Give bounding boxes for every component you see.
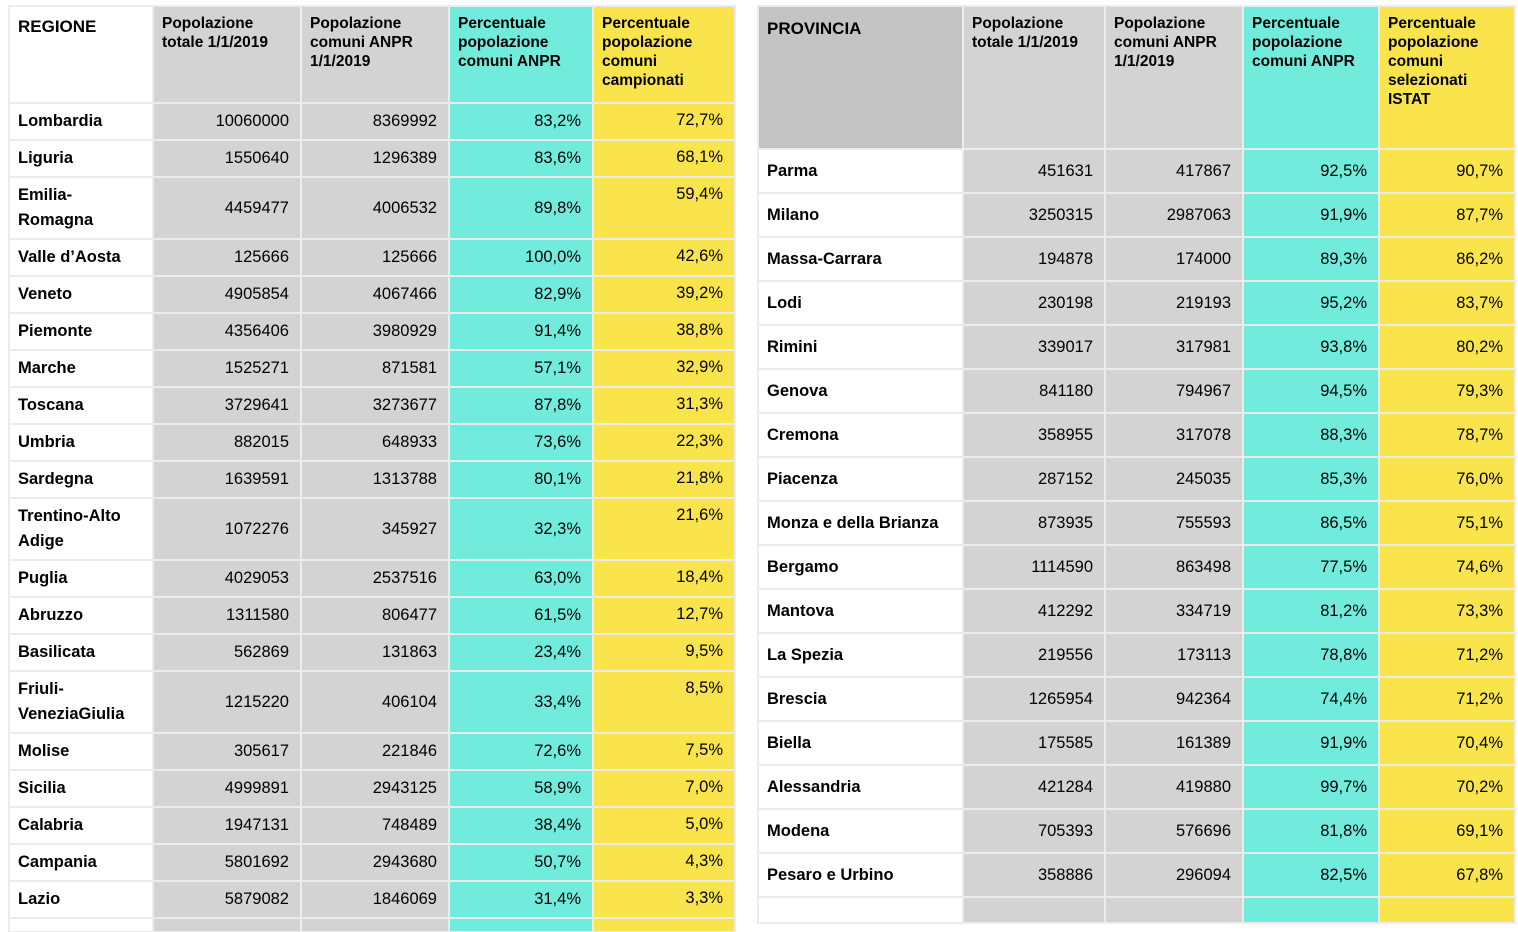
pct-selezionati-istat-column-header: Percentuale popolazione comuni selezionati ISTAT (1379, 6, 1515, 149)
table-row (9, 140, 735, 177)
table-row (758, 281, 1515, 325)
pop-totale-cell: 882015 (153, 424, 301, 461)
pct-anpr-cell: 74,4% (1243, 677, 1379, 721)
pop-totale-column-header: Popolazione totale 1/1/2019 (963, 6, 1105, 149)
pop-anpr-cell: 806477 (301, 597, 449, 634)
pop-totale-cell: 125666 (153, 239, 301, 276)
pop-totale-cell: 1072276 (153, 498, 301, 560)
table-row (9, 239, 735, 276)
pop-totale-cell: 412292 (963, 589, 1105, 633)
pct-anpr-cell: 91,9% (1243, 721, 1379, 765)
pct-anpr-cell: 94,5% (1243, 369, 1379, 413)
pct-selezionati-istat-cell: 79,3% (1379, 369, 1515, 413)
pct-comuni-anpr-column-header: Percentuale popolazione comuni ANPR (1243, 6, 1379, 149)
pct-anpr-cell: 91,4% (449, 313, 593, 350)
pop-comuni-anpr-column-header: Popolazione comuni ANPR 1/1/2019 (301, 6, 449, 103)
pct-selezionati-istat-cell: 78,7% (1379, 413, 1515, 457)
pop-totale-cell: 1639591 (153, 461, 301, 498)
table-row (9, 424, 735, 461)
pct-selezionati-istat-cell: 71,2% (1379, 633, 1515, 677)
table-row (758, 325, 1515, 369)
pop-anpr-cell: 245035 (1105, 457, 1243, 501)
pct-anpr-cell: 61,5% (449, 597, 593, 634)
pop-anpr-cell: 3273677 (301, 387, 449, 424)
pct-campionati-cell: 4,3% (593, 844, 735, 881)
pct-selezionati-istat-cell: 70,4% (1379, 721, 1515, 765)
table-row (9, 634, 735, 671)
pop-anpr-cell: 161389 (1105, 721, 1243, 765)
region-name-cell: Umbria (9, 424, 153, 461)
table-row (9, 276, 735, 313)
region-name-cell: Liguria (9, 140, 153, 177)
province-name-cell: Biella (758, 721, 963, 765)
region-name-cell: Valle d’Aosta (9, 239, 153, 276)
province-name-cell: Bergamo (758, 545, 963, 589)
table-row (758, 193, 1515, 237)
pop-totale-cell: 230198 (963, 281, 1105, 325)
pct-anpr-cell: 91,9% (1243, 193, 1379, 237)
table-row (9, 103, 735, 140)
table-row (9, 671, 735, 733)
pop-anpr-cell: 317078 (1105, 413, 1243, 457)
pct-anpr-cell: 80,1% (449, 461, 593, 498)
clipped-partial-row (758, 897, 1515, 923)
pop-totale-cell: 841180 (963, 369, 1105, 413)
pop-anpr-cell: 417867 (1105, 149, 1243, 193)
regioni-table (8, 5, 736, 932)
province-name-cell: Lodi (758, 281, 963, 325)
pct-anpr-cell: 93,8% (1243, 325, 1379, 369)
region-name-cell: Lazio (9, 881, 153, 918)
pct-campionati-cell: 59,4% (593, 177, 735, 239)
pop-comuni-anpr-column-header: Popolazione comuni ANPR 1/1/2019 (1105, 6, 1243, 149)
pct-campionati-cell: 18,4% (593, 560, 735, 597)
pct-anpr-cell: 72,6% (449, 733, 593, 770)
table-row (9, 733, 735, 770)
pop-anpr-cell: 576696 (1105, 809, 1243, 853)
table-row (9, 498, 735, 560)
region-name-cell: Emilia-Romagna (9, 177, 153, 239)
table-row (9, 881, 735, 918)
pop-totale-cell: 4459477 (153, 177, 301, 239)
pop-anpr-cell: 1313788 (301, 461, 449, 498)
pop-anpr-cell: 942364 (1105, 677, 1243, 721)
region-name-cell: Calabria (9, 807, 153, 844)
pop-anpr-cell: 221846 (301, 733, 449, 770)
pop-anpr-cell: 296094 (1105, 853, 1243, 897)
pop-totale-cell: 4905854 (153, 276, 301, 313)
province-name-cell: Monza e della Brianza (758, 501, 963, 545)
pct-campionati-cell: 72,7% (593, 103, 735, 140)
provincia-column-header: PROVINCIA (758, 6, 963, 149)
pop-totale-cell: 4999891 (153, 770, 301, 807)
pct-campionati-cell: 7,5% (593, 733, 735, 770)
region-name-cell: Puglia (9, 560, 153, 597)
pop-totale-cell: 358886 (963, 853, 1105, 897)
region-name-cell: Campania (9, 844, 153, 881)
pop-anpr-cell: 3980929 (301, 313, 449, 350)
pct-anpr-cell: 63,0% (449, 560, 593, 597)
pop-anpr-cell: 219193 (1105, 281, 1243, 325)
pop-anpr-cell: 174000 (1105, 237, 1243, 281)
pop-totale-cell: 3729641 (153, 387, 301, 424)
regioni-header-row (9, 6, 735, 103)
province-name-cell: Brescia (758, 677, 963, 721)
pct-campionati-cell: 3,3% (593, 881, 735, 918)
pop-totale-cell: 1947131 (153, 807, 301, 844)
pct-anpr-cell: 95,2% (1243, 281, 1379, 325)
pct-campionati-cell: 32,9% (593, 350, 735, 387)
pct-campionati-cell: 8,5% (593, 671, 735, 733)
province-header-row (758, 6, 1515, 149)
pop-totale-cell: 1265954 (963, 677, 1105, 721)
pct-anpr-cell: 73,6% (449, 424, 593, 461)
table-row (758, 589, 1515, 633)
pop-totale-cell: 1525271 (153, 350, 301, 387)
province-name-cell: Massa-Carrara (758, 237, 963, 281)
pop-anpr-cell: 131863 (301, 634, 449, 671)
pop-anpr-cell: 173113 (1105, 633, 1243, 677)
pct-anpr-cell: 77,5% (1243, 545, 1379, 589)
pct-campionati-cell: 5,0% (593, 807, 735, 844)
table-row (758, 545, 1515, 589)
pop-anpr-cell: 2987063 (1105, 193, 1243, 237)
region-name-cell: Friuli-VeneziaGiulia (9, 671, 153, 733)
pop-anpr-cell: 334719 (1105, 589, 1243, 633)
pct-anpr-cell: 33,4% (449, 671, 593, 733)
pct-anpr-cell: 87,8% (449, 387, 593, 424)
pop-anpr-cell: 648933 (301, 424, 449, 461)
pct-anpr-cell: 50,7% (449, 844, 593, 881)
table-row (758, 633, 1515, 677)
region-name-cell: Piemonte (9, 313, 153, 350)
pop-totale-cell: 175585 (963, 721, 1105, 765)
pct-campionati-cell: 12,7% (593, 597, 735, 634)
province-table (757, 5, 1516, 924)
table-row (9, 807, 735, 844)
pct-anpr-cell: 82,5% (1243, 853, 1379, 897)
pct-selezionati-istat-cell: 76,0% (1379, 457, 1515, 501)
pct-campionati-cell: 68,1% (593, 140, 735, 177)
pct-campionati-cell: 21,6% (593, 498, 735, 560)
pop-totale-cell: 10060000 (153, 103, 301, 140)
pct-anpr-cell: 57,1% (449, 350, 593, 387)
province-name-cell: Genova (758, 369, 963, 413)
pct-selezionati-istat-cell: 73,3% (1379, 589, 1515, 633)
pop-anpr-cell: 2537516 (301, 560, 449, 597)
pop-totale-cell: 287152 (963, 457, 1105, 501)
province-name-cell: Modena (758, 809, 963, 853)
pct-anpr-cell: 86,5% (1243, 501, 1379, 545)
region-name-cell: Trentino-Alto Adige (9, 498, 153, 560)
pct-anpr-cell: 88,3% (1243, 413, 1379, 457)
pop-anpr-cell: 125666 (301, 239, 449, 276)
pct-anpr-cell: 89,3% (1243, 237, 1379, 281)
pop-totale-cell: 1550640 (153, 140, 301, 177)
pop-totale-cell: 562869 (153, 634, 301, 671)
pct-campionati-cell: 9,5% (593, 634, 735, 671)
pct-selezionati-istat-cell: 75,1% (1379, 501, 1515, 545)
pop-totale-cell: 421284 (963, 765, 1105, 809)
pct-anpr-cell: 82,9% (449, 276, 593, 313)
pct-anpr-cell: 89,8% (449, 177, 593, 239)
pct-anpr-cell: 58,9% (449, 770, 593, 807)
pop-anpr-cell: 2943680 (301, 844, 449, 881)
table-row (9, 597, 735, 634)
pop-totale-column-header: Popolazione totale 1/1/2019 (153, 6, 301, 103)
pct-anpr-cell: 100,0% (449, 239, 593, 276)
table-row (758, 721, 1515, 765)
pop-anpr-cell: 419880 (1105, 765, 1243, 809)
region-name-cell: Veneto (9, 276, 153, 313)
pct-anpr-cell: 32,3% (449, 498, 593, 560)
region-name-cell: Abruzzo (9, 597, 153, 634)
pct-selezionati-istat-cell: 67,8% (1379, 853, 1515, 897)
pop-totale-cell: 339017 (963, 325, 1105, 369)
pop-anpr-cell: 8369992 (301, 103, 449, 140)
pct-anpr-cell: 92,5% (1243, 149, 1379, 193)
pct-anpr-cell: 85,3% (1243, 457, 1379, 501)
pop-anpr-cell: 345927 (301, 498, 449, 560)
table-row (9, 177, 735, 239)
pct-anpr-cell: 31,4% (449, 881, 593, 918)
region-name-cell: Sicilia (9, 770, 153, 807)
region-name-cell: Sardegna (9, 461, 153, 498)
pct-campionati-cell: 39,2% (593, 276, 735, 313)
province-name-cell: Milano (758, 193, 963, 237)
pop-totale-cell: 3250315 (963, 193, 1105, 237)
region-name-cell: Toscana (9, 387, 153, 424)
pop-totale-cell: 5801692 (153, 844, 301, 881)
pct-anpr-cell: 83,6% (449, 140, 593, 177)
province-name-cell: Mantova (758, 589, 963, 633)
pop-totale-cell: 305617 (153, 733, 301, 770)
pct-selezionati-istat-cell: 69,1% (1379, 809, 1515, 853)
table-row (9, 560, 735, 597)
pct-selezionati-istat-cell: 90,7% (1379, 149, 1515, 193)
pop-totale-cell: 873935 (963, 501, 1105, 545)
table-row (758, 765, 1515, 809)
pop-totale-cell: 194878 (963, 237, 1105, 281)
pct-selezionati-istat-cell: 87,7% (1379, 193, 1515, 237)
region-name-cell: Marche (9, 350, 153, 387)
pop-totale-cell: 4356406 (153, 313, 301, 350)
clipped-partial-row (9, 918, 735, 932)
pop-anpr-cell: 317981 (1105, 325, 1243, 369)
pop-totale-cell: 1215220 (153, 671, 301, 733)
pct-anpr-cell: 83,2% (449, 103, 593, 140)
province-name-cell: Cremona (758, 413, 963, 457)
table-row (9, 387, 735, 424)
province-name-cell: Parma (758, 149, 963, 193)
pop-anpr-cell: 4067466 (301, 276, 449, 313)
pct-selezionati-istat-cell: 80,2% (1379, 325, 1515, 369)
province-name-cell: Piacenza (758, 457, 963, 501)
pop-anpr-cell: 755593 (1105, 501, 1243, 545)
table-row (758, 457, 1515, 501)
pct-selezionati-istat-cell: 83,7% (1379, 281, 1515, 325)
pct-anpr-cell: 23,4% (449, 634, 593, 671)
pop-totale-cell: 1114590 (963, 545, 1105, 589)
pop-totale-cell: 451631 (963, 149, 1105, 193)
table-row (9, 770, 735, 807)
pct-campionati-cell: 38,8% (593, 313, 735, 350)
pct-campionati-cell: 22,3% (593, 424, 735, 461)
province-name-cell: Alessandria (758, 765, 963, 809)
pop-totale-cell: 219556 (963, 633, 1105, 677)
region-name-cell: Lombardia (9, 103, 153, 140)
pop-totale-cell: 5879082 (153, 881, 301, 918)
province-name-cell: Rimini (758, 325, 963, 369)
pop-anpr-cell: 871581 (301, 350, 449, 387)
table-row (9, 461, 735, 498)
table-row (9, 350, 735, 387)
pop-anpr-cell: 794967 (1105, 369, 1243, 413)
pop-anpr-cell: 863498 (1105, 545, 1243, 589)
pct-comuni-anpr-column-header: Percentuale popolazione comuni ANPR (449, 6, 593, 103)
pct-anpr-cell: 38,4% (449, 807, 593, 844)
region-name-cell: Molise (9, 733, 153, 770)
table-row (758, 853, 1515, 897)
pop-anpr-cell: 406104 (301, 671, 449, 733)
pct-anpr-cell: 99,7% (1243, 765, 1379, 809)
pct-selezionati-istat-cell: 74,6% (1379, 545, 1515, 589)
pct-selezionati-istat-cell: 86,2% (1379, 237, 1515, 281)
table-row (758, 809, 1515, 853)
pop-anpr-cell: 1846069 (301, 881, 449, 918)
pct-anpr-cell: 81,2% (1243, 589, 1379, 633)
pop-anpr-cell: 4006532 (301, 177, 449, 239)
pct-campionati-cell: 7,0% (593, 770, 735, 807)
pop-totale-cell: 4029053 (153, 560, 301, 597)
table-row (758, 677, 1515, 721)
regione-column-header: REGIONE (9, 6, 153, 103)
pop-anpr-cell: 2943125 (301, 770, 449, 807)
pop-totale-cell: 358955 (963, 413, 1105, 457)
pct-campionati-cell: 21,8% (593, 461, 735, 498)
pct-selezionati-istat-cell: 70,2% (1379, 765, 1515, 809)
table-row (758, 501, 1515, 545)
table-row (758, 369, 1515, 413)
table-row (758, 237, 1515, 281)
table-row (758, 413, 1515, 457)
pct-campionati-column-header: Percentuale popolazione comuni campionati (593, 6, 735, 103)
pct-campionati-cell: 42,6% (593, 239, 735, 276)
pct-anpr-cell: 81,8% (1243, 809, 1379, 853)
pop-anpr-cell: 1296389 (301, 140, 449, 177)
province-name-cell: Pesaro e Urbino (758, 853, 963, 897)
pop-totale-cell: 705393 (963, 809, 1105, 853)
province-name-cell: La Spezia (758, 633, 963, 677)
pct-campionati-cell: 31,3% (593, 387, 735, 424)
table-row (758, 149, 1515, 193)
pop-totale-cell: 1311580 (153, 597, 301, 634)
pop-anpr-cell: 748489 (301, 807, 449, 844)
region-name-cell: Basilicata (9, 634, 153, 671)
table-row (9, 313, 735, 350)
table-row (9, 844, 735, 881)
pct-anpr-cell: 78,8% (1243, 633, 1379, 677)
pct-selezionati-istat-cell: 71,2% (1379, 677, 1515, 721)
